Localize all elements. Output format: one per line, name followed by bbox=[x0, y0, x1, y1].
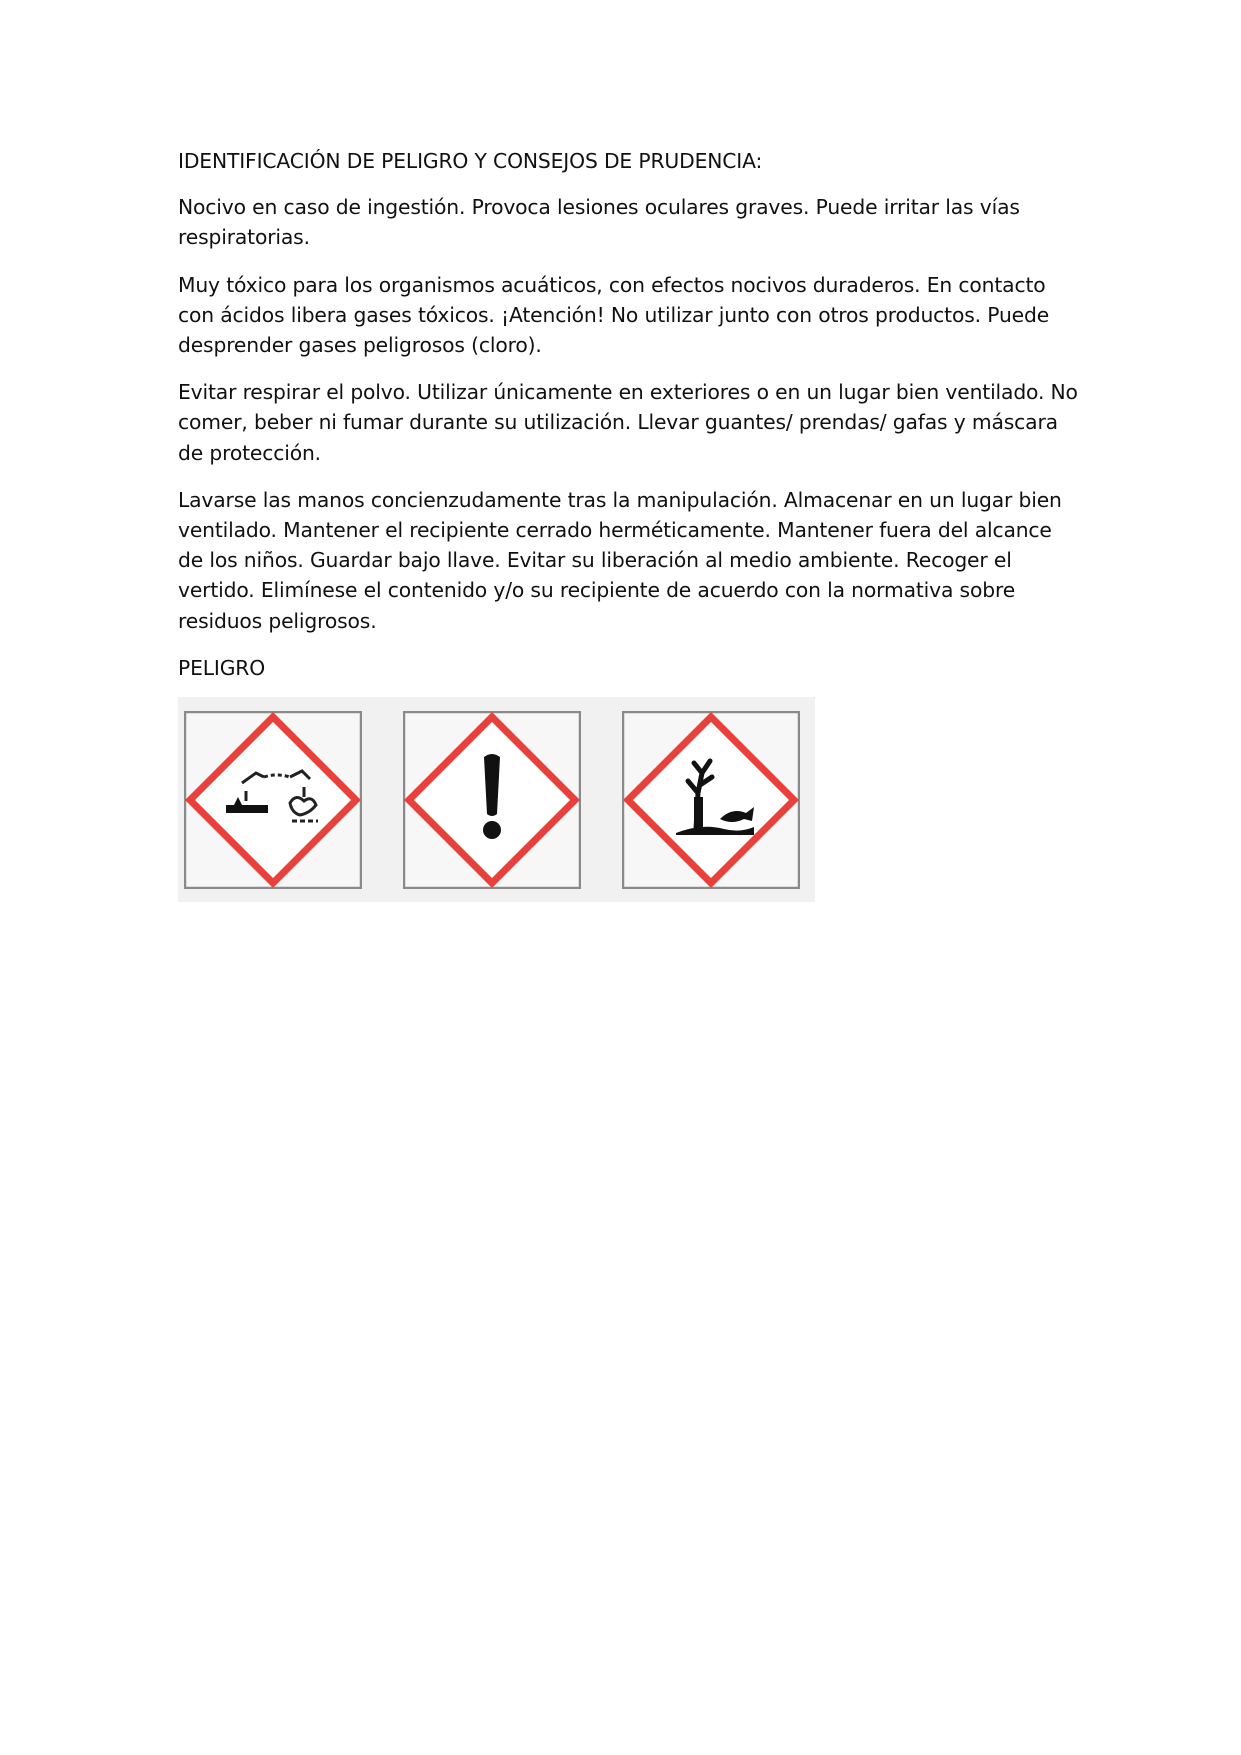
paragraph-precautions-use: Evitar respirar el polvo. Utilizar únicamente en exteriores o en un lugar bien ventilado. No comer, beber ni fumar durante su utilización. Llevar guantes/ prendas/ gafas y máscara de protección. bbox=[178, 380, 1078, 465]
signal-word: PELIGRO bbox=[178, 655, 266, 680]
paragraph-precautions-storage: Lavarse las manos concienzudamente tras la manipulación. Almacenar en un lugar bien ventilado. Mantener el recipiente cerrado herméticamente. Mantener fuera del alcance de los niños. Guardar bajo llave. Evitar su liberación al medio ambiente. Recoger el vertido. Elimínese el contenido y/o su recipiente de acuerdo con la normativa sobre residuos peligrosos. bbox=[178, 487, 1062, 633]
corrosion-icon bbox=[184, 711, 362, 889]
hazard-pictograms bbox=[178, 697, 815, 902]
paragraph-hazard-statements: Nocivo en caso de ingestión. Provoca lesiones oculares graves. Puede irritar las vías respiratorias. bbox=[178, 195, 1020, 250]
environment-icon bbox=[622, 711, 800, 889]
section-heading: IDENTIFICACIÓN DE PELIGRO Y CONSEJOS DE PRUDENCIA: bbox=[178, 149, 763, 173]
paragraph-environmental-hazards: Muy tóxico para los organismos acuáticos, con efectos nocivos duraderos. En contacto con ácidos libera gases tóxicos. ¡Atención! No utilizar junto con otros productos. Puede desprender gases peligrosos (cloro). bbox=[178, 272, 1050, 358]
exclamation-mark-icon bbox=[403, 711, 581, 889]
document-content bbox=[178, 146, 1078, 902]
